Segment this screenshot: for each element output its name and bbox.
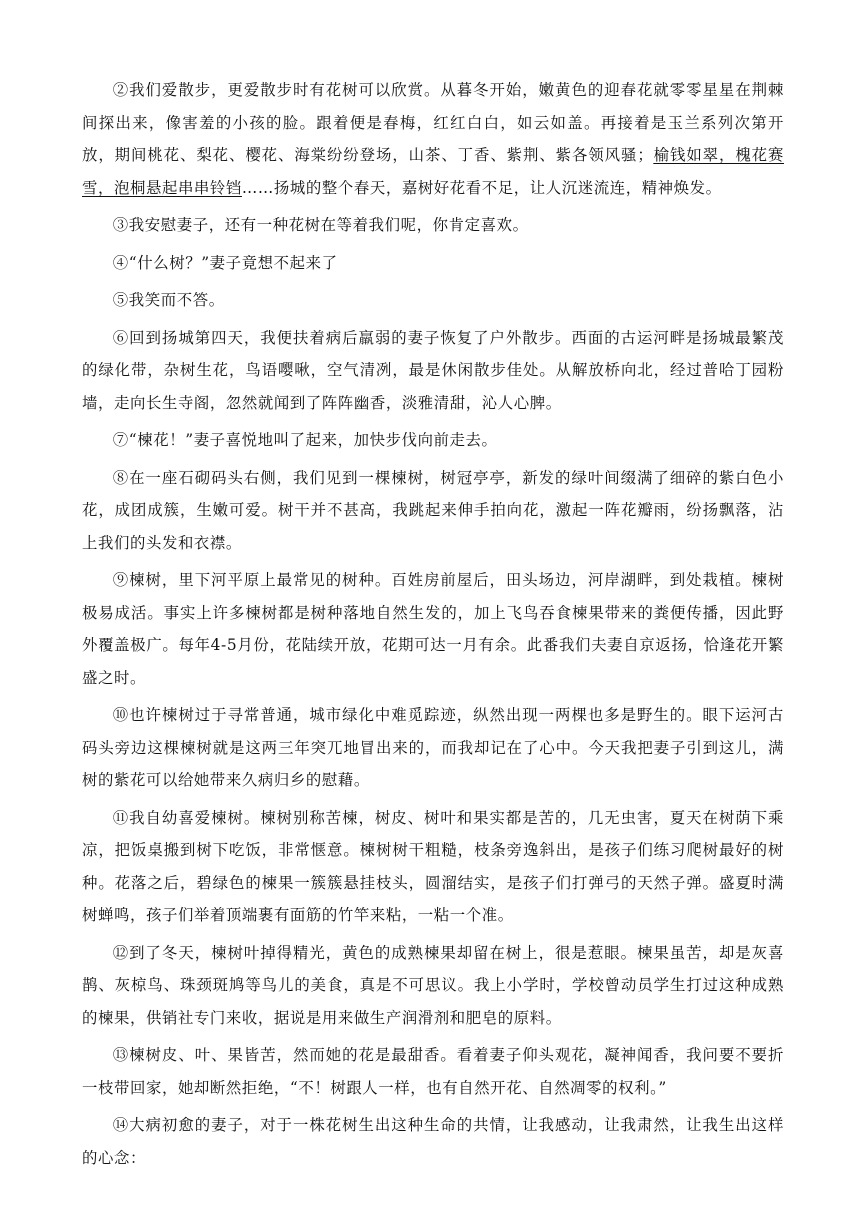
paragraph-14: ⑭大病初愈的妻子，对于一株花树生出这种生命的共情，让我感动，让我肃然，让我生出这样的心念：: [82, 1116, 784, 1167]
paragraph-8: ⑧在一座石砌码头右侧，我们见到一棵楝树，树冠亭亭，新发的绿叶间缀满了细碎的紫白色小花，成团成簇，生嫩可爱。树干并不甚高，我跳起来伸手拍向花，激起一阵花瓣雨，纷扬飘落，沾上我们的头发和衣襟。: [82, 468, 784, 552]
paragraph-12: ⑫到了冬天，楝树叶掉得精光，黄色的成熟楝果却留在树上，很是惹眼。楝果虽苦，却是灰喜鹊、灰椋鸟、珠颈斑鸠等鸟儿的美食，真是不可思议。我上小学时，学校曾动员学生打过这种成熟的楝果，供销社专门来收，据说是用来做生产润滑剂和肥皂的原料。: [82, 943, 784, 1027]
paragraph-9: ⑨楝树，里下河平原上最常见的树种。百姓房前屋后，田头场边，河岸湖畔，到处栽植。楝树极易成活。事实上许多楝树都是树种落地自然生发的，加上飞鸟吞食楝果带来的粪便传播，因此野外覆盖极广。每年4-5月份，花陆续开放，花期可达一月有余。此番我们夫妻自京返扬，恰逢花开繁盛之时。: [82, 571, 784, 687]
paragraph-11: ⑪我自幼喜爱楝树。楝树别称苦楝，树皮、树叶和果实都是苦的，几无虫害，夏天在树荫下乘凉，把饭桌搬到树下吃饭，非常惬意。楝树树干粗糙，枝条旁逸斜出，是孩子们练习爬树最好的树种。花落之后，碧绿色的楝果一簇簇悬挂枝头，圆溜结实，是孩子们打弹弓的天然子弹。盛夏时满树蝉鸣，孩子们举着顶端裹有面筋的竹竿来粘，一粘一个准。: [82, 808, 784, 924]
paragraph-4: ④“什么树？”妻子竟想不起来了: [112, 253, 338, 272]
paragraph-5: ⑤我笑而不答。: [112, 291, 225, 309]
paragraph-2-text-b: ……扬城的整个春天，嘉树好花看不足，让人沉迷流连，精神焕发。: [241, 178, 722, 197]
paragraph-13: ⑬楝树皮、叶、果皆苦，然而她的花是最甜香。看着妻子仰头观花，凝神闻香，我问要不要折一枝带回家，她却断然拒绝，“不！树跟人一样，也有自然开花、自然凋零的权利。”: [82, 1046, 784, 1097]
paragraph-2-text-a: ②我们爱散步，更爱散步时有花树可以欣赏。从暮冬开始，嫩黄色的迎春花就零零星星在荆棘间探出来，像害羞的小孩的脸。跟着便是春梅，红红白白，如云如盖。再接着是玉兰系列次第开放，期间桃花、梨花、樱花、海棠纷纷登场，山茶、丁香、紫荆、紫各领风骚；: [82, 81, 784, 164]
paragraph-2-underlined-phrase: 榆钱如翠，槐花赛雪，泡桐悬起串串铃铛: [82, 146, 784, 197]
paragraph-6: ⑥回到扬城第四天，我便扶着病后羸弱的妻子恢复了户外散步。西面的古运河畔是扬城最繁茂的绿化带，杂树生花，鸟语嘤啾，空气清冽，最是休闲散步佳处。从解放桥向北，经过普哈丁园粉墙，走向长生寺阁，忽然就闻到了阵阵幽香，淡雅清甜，沁人心脾。: [82, 328, 784, 412]
paragraph-3: ③我安慰妻子，还有一种花树在等着我们呢，你肯定喜欢。: [112, 216, 529, 234]
paragraph-10: ⑩也许楝树过于寻常普通，城市绿化中难觅踪迹，纵然出现一两棵也多是野生的。眼下运河古码头旁边这棵楝树就是这两三年突兀地冒出来的，而我却记在了心中。今天我把妻子引到这儿，满树的紫花可以给她带来久病归乡的慰藉。: [82, 706, 784, 789]
paragraph-2: [82, 74, 784, 204]
paragraph-7: ⑦“楝花！”妻子喜悦地叫了起来，加快步伐向前走去。: [112, 431, 498, 449]
article-body: [82, 74, 784, 1179]
